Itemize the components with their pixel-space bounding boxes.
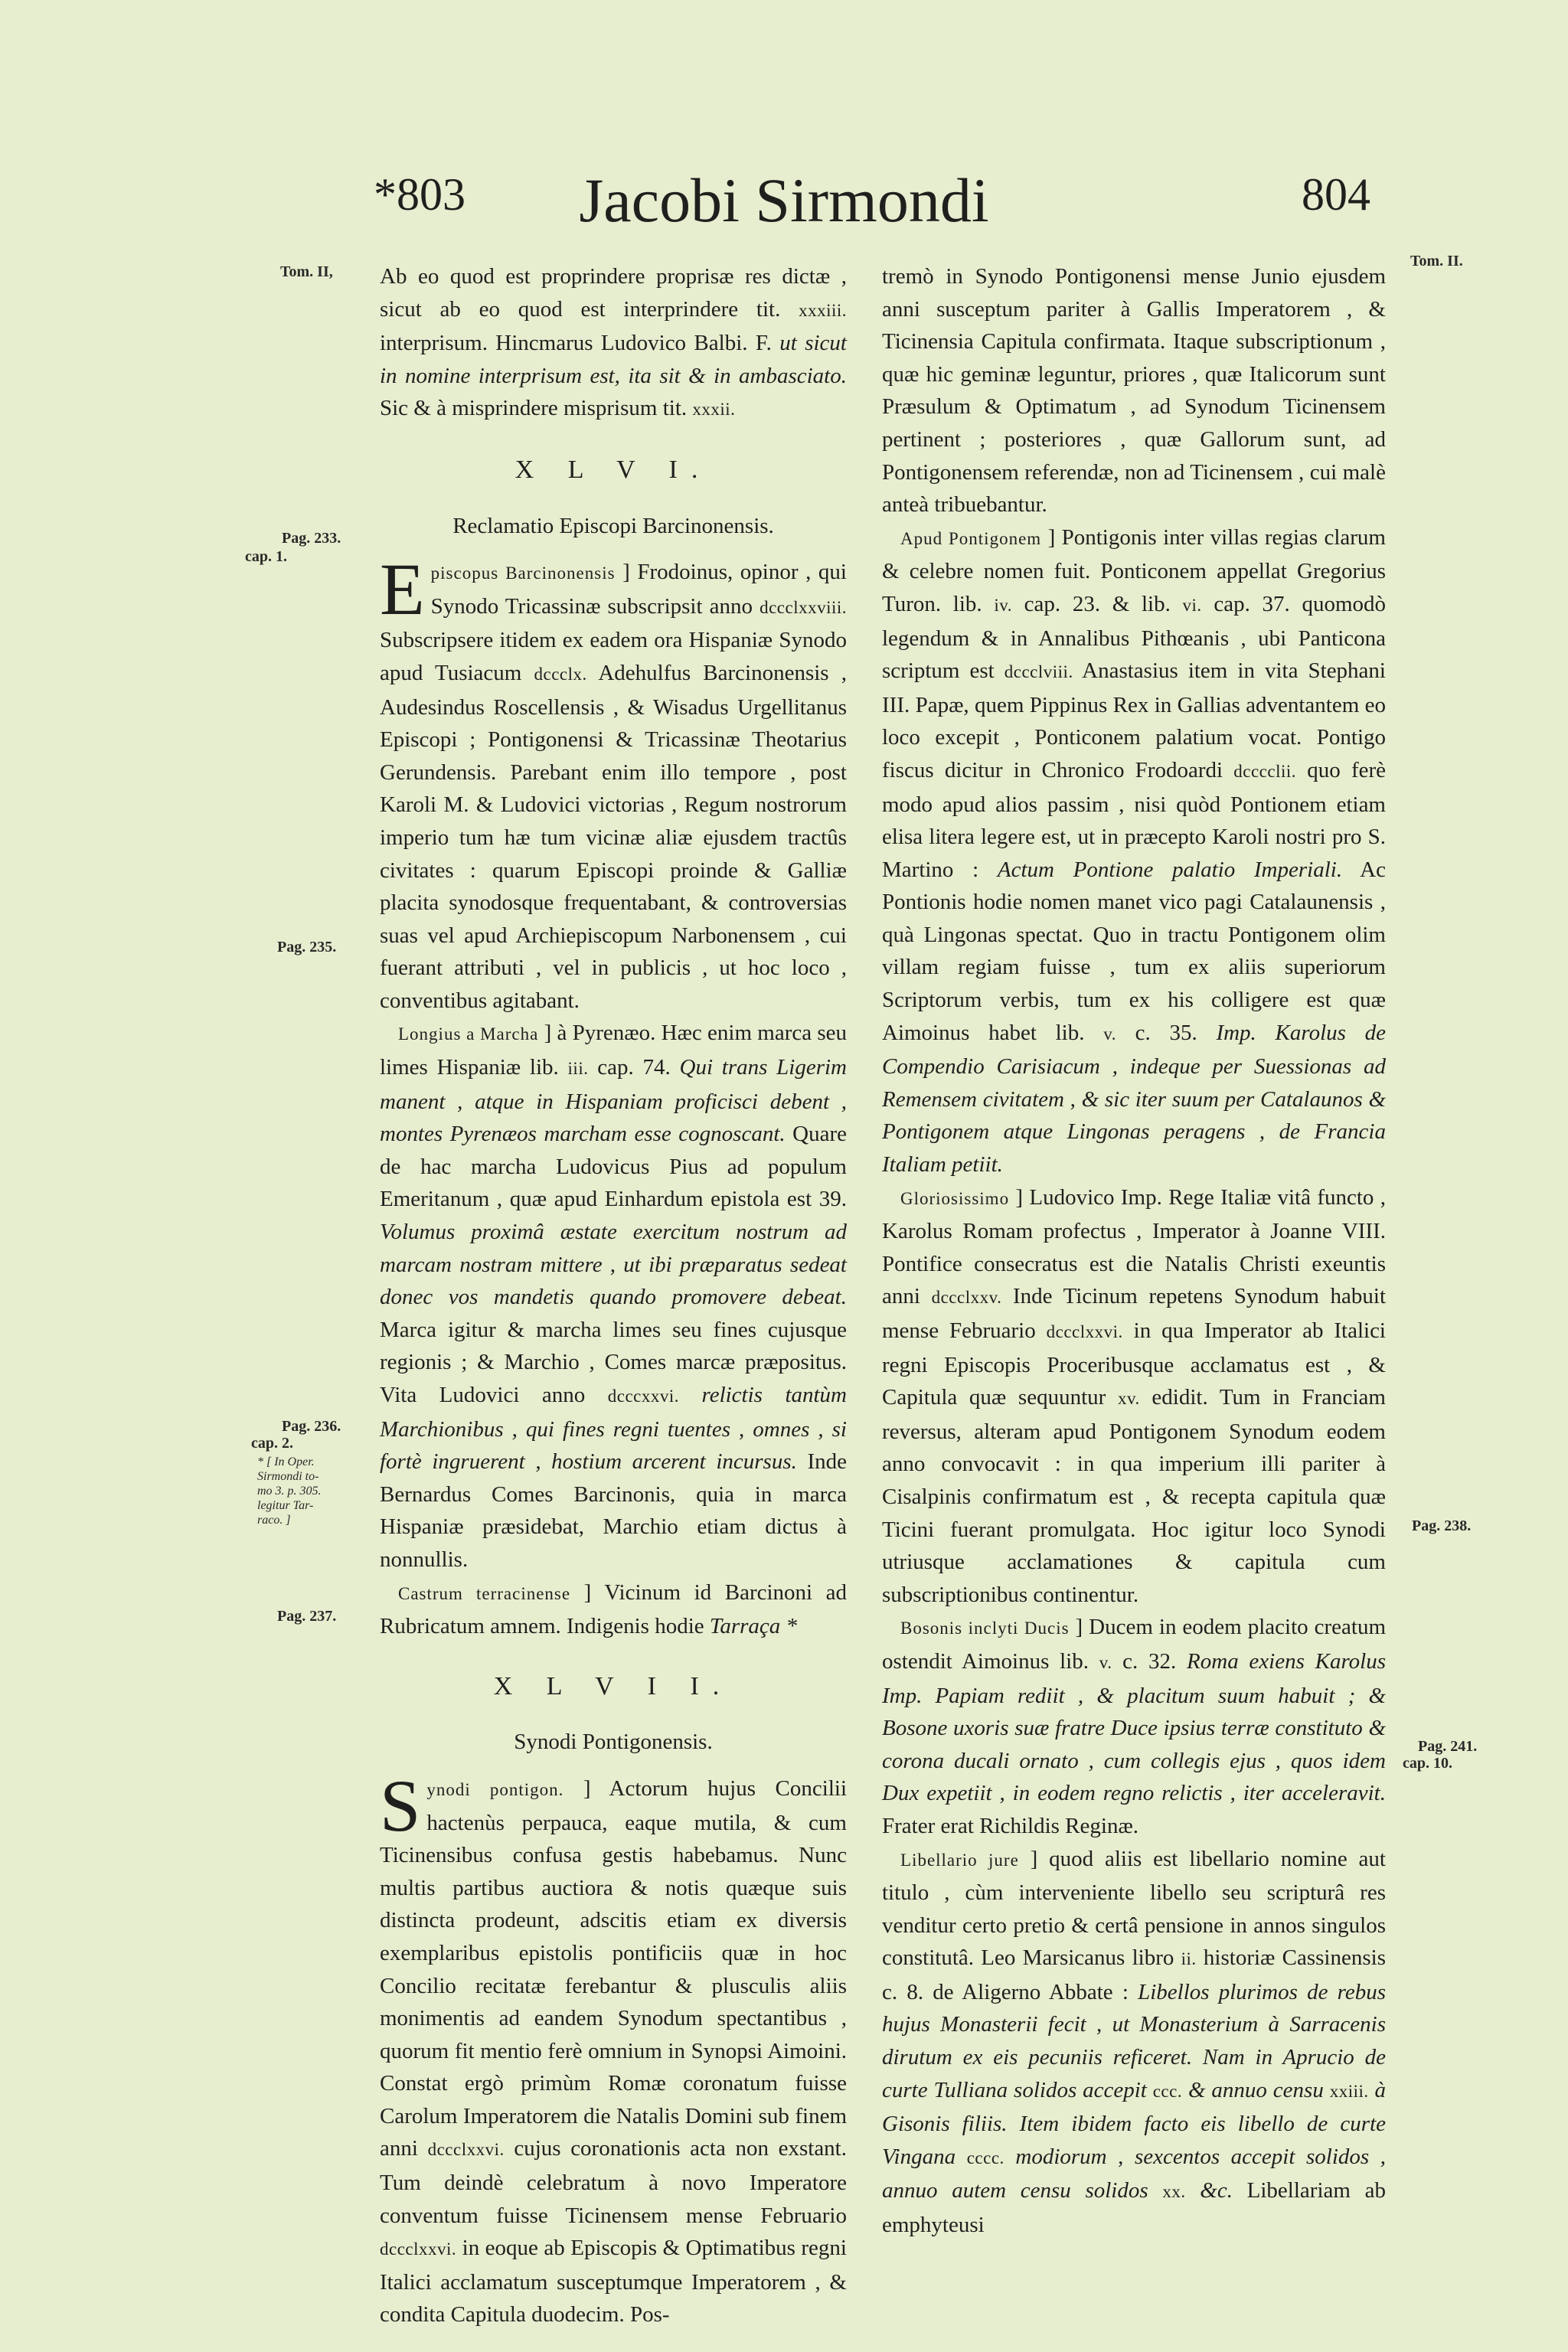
section-subtitle-46: Reclamatio Episcopi Barcinonensis.: [452, 513, 774, 538]
margin-pag-236: Pag. 236.: [282, 1418, 341, 1435]
section-heading-46: X L V I.: [514, 455, 712, 484]
text-column-right: [882, 260, 1386, 2242]
paragraph: Bosonis inclyti Ducis ] Ducem in eodem placito creatum ostendit Aimoinus lib. v. c. 32. Roma exiens Karolus Imp. Papiam rediit , & placitum suum habuit ; & Bosone uxoris suæ fratre Duce ipsius terræ constituto & corona ducali ornato , cum collegis ejus , quos idem Dux expetiit , in eodem regno relictis , iter acceleravit. Frater erat Richildis Reginæ.: [882, 1615, 1387, 1838]
margin-tom-left: Tom. II,: [280, 263, 333, 280]
page-number-right: 804: [1302, 169, 1370, 220]
margin-note-line-1: * [ In Oper.: [257, 1455, 315, 1468]
running-title: Jacobi Sirmondi: [579, 165, 989, 235]
margin-tom-right: Tom. II.: [1410, 253, 1463, 270]
margin-cap-1: cap. 1.: [245, 548, 287, 565]
paragraph: Longius a Marcha ] à Pyrenæo. Hæc enim marca seu limes Hispaniæ lib. iii. cap. 74. Qui trans Ligerim manent , atque in Hispaniam proficisci debent , montes Pyrenæos marcham esse cognoscant. Quare de hac marcha Ludovicus Pius ad populum Emeritanum , quæ apud Einhardum epistola est 39. Volumus proximâ æstate exercitum nostrum ad marcam nostram mittere , ut ibi præparatus sedeat donec vos mandetis quando promovere debeat. Marca igitur & marcha limes seu fines cujusque regionis ; & Marchio , Comes marcæ præpositus. Vita Ludovici anno dcccxxvi. relictis tantùm Marchionibus , qui fines regni tuentes , omnes , si fortè ingruerent , hostium arcerent incursus. Inde Bernardus Comes Barcinonis, quia in marca Hispaniæ præsidebat, Marchio etiam dictus à nonnullis.: [380, 1021, 848, 1572]
margin-cap-2: cap. 2.: [251, 1435, 293, 1452]
paragraph: Libellario jure ] quod aliis est libellario nomine aut titulo , cùm interveniente libello seu scripturâ res venditur certo pretio & certâ pensione in annos singulos constitutâ. Leo Marsicanus libro ii. historiæ Cassinensis c. 8. de Aligerno Abbate : Libellos plurimos de rebus hujus Monasterii fecit , ut Monasterium à Sarracenis dirutum ex eis pecuniis reficeret. Nam in Aprucio de curte Tulliana solidos accepit ccc. & annuo censu xxiii. à Gisonis filiis. Item ibidem facto eis libello de curte Vingana cccc. modiorum , sexcentos accepit solidos , annuo autem censu solidos xx. &c. Libellariam ab emphyteusi: [882, 1846, 1387, 2238]
margin-pag-235: Pag. 235.: [277, 939, 337, 956]
section-heading-47: X L V I I.: [493, 1671, 733, 1700]
paragraph: Ab eo quod est proprindere proprisæ res dictæ , sicut ab eo quod est interprindere tit. xxxiii. interprisum. Hincmarus Ludovico Balbi. F. ut sicut in nomine interprisum est, ita sit & in ambasciato. Sic & à misprindere misprisum tit. xxxii.: [380, 264, 847, 421]
paragraph: Apud Pontigonem ] Pontigonis inter villas regias clarum & celebre nomen fuit. Ponticonem appellat Gregorius Turon. lib. iv. cap. 23. & lib. vi. cap. 37. quomodò legendum & in Annalibus Pithœanis , ubi Panticona scriptum est dccclviii. Anastasius item in vita Stephani III. Papæ, quem Pippinus Rex in Gallias adventantem eo loco excepit , Ponticonem palatium vocat. Pontigo fiscus dicitur in Chronico Frodoardi dcccclii. quo ferè modo apud alios passim , nisi quòd Pontionem etiam elisa litera legere est, ut in præcepto Karoli nostri pro S. Martino : Actum Pontione palatio Imperiali. Ac Pontionis hodie nomen manet vico pagi Catalaunensis , quà Lingonas spectat. Quo in tractu Pontigonem olim villam regiam fuisse , tum ex aliis superiorum Scriptorum verbis, tum ex his colligere est quæ Aimoinus habet lib. v. c. 35. Imp. Karolus de Compendio Carisiacum , indeque per Suessionas ad Remensem civitatem , & sic iter suum per Catalaunos & Pontigonem atque Lingonas peragens , de Francia Italiam petiit.: [882, 524, 1387, 1178]
paragraph: tremò in Synodo Pontigonensi mense Junio ejusdem anni susceptum pariter à Gallis Imperatorem , & Ticinensia Capitula confirmata. Itaque subscriptionum , quæ hic geminæ leguntur, priores , quæ Italicorum sunt Præsulum & Optimatum , ad Synodum Ticinensem pertinent ; posteriores , quæ Gallorum sunt, ad Pontigonensem referendæ, non ad Ticinensem , cui malè anteà tribuebantur.: [882, 264, 1386, 518]
text-column-left: [380, 260, 847, 2331]
page-number-left: *803: [374, 169, 466, 220]
margin-note-line-4: legitur Tar-: [257, 1499, 314, 1512]
margin-cap-10: cap. 10.: [1403, 1755, 1452, 1772]
paragraph: Synodi pontigon. ] Actorum hujus Concilii hactenùs perpauca, eaque mutila, & cum Ticinensibus confusa gestis habebamus. Nunc multis partibus auctiora & notis quæque suis distincta prodeunt, adscitis etiam ex diversis exemplaribus epistolis pontificiis quæ in hoc Concilio recitatæ ferebantur & plusculis aliis monimentis ad eandem Synodum spectantibus , quorum fit mentio ferè omnium in Synopsi Aimoini. Constat ergò primùm Romæ coronatum fuisse Carolum Imperatorem die Natalis Domini sub finem anni dccclxxvi. cujus coronationis acta non exstant. Tum deindè celebratum à novo Imperatore conventum fuisse Ticinensem mense Februario dccclxxvi. in eoque ab Episcopis & Optimatibus regni Italici acclamatum susceptumque Imperatorem , & condita Capitula duodecim. Pos-: [380, 1764, 848, 2328]
drop-cap: E: [380, 548, 425, 631]
margin-pag-233: Pag. 233.: [282, 530, 341, 547]
margin-pag-237: Pag. 237.: [277, 1608, 337, 1625]
paragraph: Gloriosissimo ] Ludovico Imp. Rege Italiæ vitâ functo , Karolus Romam profectus , Imperator à Joanne VIII. Pontifice consecratus est die Natalis Christi exeuntis anni dccclxxv. Inde Ticinum repetens Synodum habuit mense Februario dccclxxvi. in qua Imperator ab Italici regni Episcopis Proceribusque acclamatus est , & Capitula quæ sequuntur xv. edidit. Tum in Franciam reversus, alteram apud Pontigonem Synodum eodem anno convocavit : in qua imperium illi pariter à Cisalpinis confirmatum est , & recepta capitula quæ Ticini fuerant promulgata. Hoc igitur loco Synodi utriusque acclamationes & capitula cum subscriptionibus continentur.: [882, 1184, 1386, 1607]
paragraph: Castrum terracinense ] Vicinum id Barcinoni ad Rubricatum amnem. Indigenis hodie Tarraça *: [380, 1579, 848, 1639]
margin-pag-241: Pag. 241.: [1418, 1738, 1478, 1755]
margin-note-line-3: mo 3. p. 305.: [257, 1485, 322, 1498]
drop-cap: S: [380, 1764, 421, 1847]
paragraph: Episcopus Barcinonensis ] Frodoinus, opinor , qui Synodo Tricassinæ subscripsit anno dccclxxviii. Subscripsere itidem ex eadem ora Hispaniæ Synodo apud Tusiacum dccclx. Adehulfus Barcinonensis , Audesindus Roscellensis , & Wisadus Urgellitanus Episcopi ; Pontigonensi & Tricassinæ Theotarius Gerundensis. Parebant enim illo tempore , post Karoli M. & Ludovici victorias , Regum nostrorum imperio tum hæ tum vicinæ aliæ ejusdem tractûs civitates : quarum Episcopi proinde & Galliæ placita synodosque frequentabant, & controversias suas vel apud Archiepiscopum Narbonensem , cui fuerant attributi , vel in publicis , ut hoc loco , conventibus agitabant.: [380, 548, 847, 1013]
margin-note-line-5: raco. ]: [257, 1514, 291, 1527]
margin-pag-238: Pag. 238.: [1412, 1517, 1472, 1534]
section-subtitle-47: Synodi Pontigonensis.: [514, 1730, 713, 1755]
margin-note-line-2: Sirmondi to-: [257, 1470, 319, 1483]
